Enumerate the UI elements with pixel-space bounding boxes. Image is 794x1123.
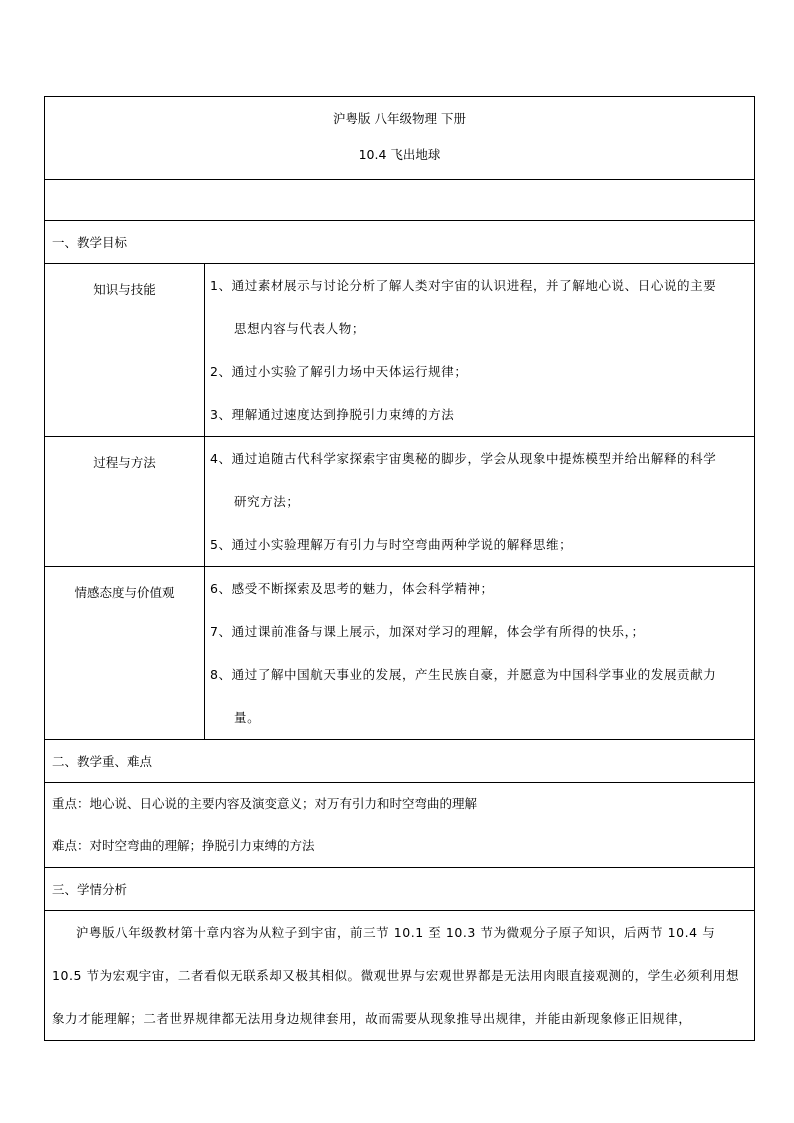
- analysis-heading: 三、学情分析: [45, 868, 755, 911]
- goal-item-text: 感受不断探索及思考的魅力，体会科学精神；: [231, 581, 494, 596]
- goals-heading: 一、教学目标: [45, 221, 755, 264]
- goal-item-text: 通过追随古代科学家探索宇宙奥秘的脚步，学会从现象中提炼模型并给出解释的科学: [231, 451, 717, 466]
- goal-label-cell: [45, 264, 205, 437]
- keypoints-cell: [45, 783, 755, 868]
- goal-item-continuation: 研究方法；: [234, 494, 300, 509]
- goal-item-number: 2、: [210, 364, 232, 379]
- goal-item-number: 3、: [210, 407, 232, 422]
- key-point-difficult: 难点：对时空弯曲的理解；挣脱引力束缚的方法: [52, 838, 315, 853]
- goal-group-attitude: [45, 567, 755, 740]
- goal-item-text: 通过课前准备与课上展示，加深对学习的理解，体会学有所得的快乐，；: [231, 624, 645, 639]
- goal-item: [210, 610, 750, 653]
- goals-heading-row: [45, 221, 755, 264]
- key-point-important: 重点：地心说、日心说的主要内容及演变意义；对万有引力和时空弯曲的理解: [52, 796, 478, 811]
- goal-item: [210, 437, 750, 523]
- goal-item: [210, 653, 750, 739]
- blank-cell: [45, 180, 755, 221]
- title-cell: [45, 97, 755, 180]
- analysis-cell: [45, 911, 755, 1041]
- lesson-title: 10.4 飞出地球: [358, 147, 441, 162]
- goal-label-cell: [45, 567, 205, 740]
- lesson-plan-table: [44, 96, 755, 1041]
- goal-group-process: [45, 437, 755, 567]
- analysis-paragraph: 沪粤版八年级教材第十章内容为从粒子到宇宙，前三节 10.1 至 10.3 节为微观分子原子知识，后两节 10.4 与 10.5 节为宏观宇宙，二者看似无联系却又极其相似。微观世界与宏观世界都是无法用肉眼直接观测的，学生必须利用想象力才能理解；二者世界规律都无法用身边规律套用，故而需要从现象推导出规律，并能由新现象修正旧规律，: [52, 925, 740, 1026]
- goal-items-cell: [205, 264, 755, 437]
- analysis-heading-row: [45, 868, 755, 911]
- keypoints-heading: 二、教学重、难点: [45, 740, 755, 783]
- goal-item-number: 4、: [210, 451, 232, 466]
- textbook-title: 沪粤版 八年级物理 下册: [333, 111, 466, 126]
- goal-item-text: 通过素材展示与讨论分析了解人类对宇宙的认识进程，并了解地心说、日心说的主要: [231, 278, 717, 293]
- goal-item: [210, 567, 750, 610]
- blank-row: [45, 180, 755, 221]
- document-page: [44, 96, 754, 1041]
- goal-item-number: 8、: [210, 667, 232, 682]
- goal-item-number: 7、: [210, 624, 232, 639]
- goal-items-cell: [205, 567, 755, 740]
- goal-item-text: 通过了解中国航天事业的发展，产生民族自豪，并愿意为中国科学事业的发展贡献力: [231, 667, 717, 682]
- analysis-row: [45, 911, 755, 1041]
- goal-label-cell: [45, 437, 205, 567]
- goal-label: 情感态度与价值观: [74, 585, 175, 600]
- goal-group-knowledge: [45, 264, 755, 437]
- title-row: [45, 97, 755, 180]
- goal-item-continuation: 思想内容与代表人物；: [234, 321, 366, 336]
- goal-item-text: 通过小实验了解引力场中天体运行规律；: [231, 364, 468, 379]
- goal-item: [210, 350, 750, 393]
- goal-item-number: 1、: [210, 278, 232, 293]
- goal-item-number: 6、: [210, 581, 232, 596]
- goal-item: [210, 264, 750, 350]
- goal-item-continuation: 量。: [234, 710, 261, 725]
- goal-item-text: 理解通过速度达到挣脱引力束缚的方法: [231, 407, 455, 422]
- goal-item-text: 通过小实验理解万有引力与时空弯曲两种学说的解释思维；: [231, 537, 573, 552]
- keypoints-row: [45, 783, 755, 868]
- goal-item: [210, 523, 750, 566]
- goal-label: 知识与技能: [93, 282, 156, 297]
- keypoints-heading-row: [45, 740, 755, 783]
- goal-item: [210, 393, 750, 436]
- goal-items-cell: [205, 437, 755, 567]
- goal-item-number: 5、: [210, 537, 232, 552]
- goal-label: 过程与方法: [93, 455, 156, 470]
